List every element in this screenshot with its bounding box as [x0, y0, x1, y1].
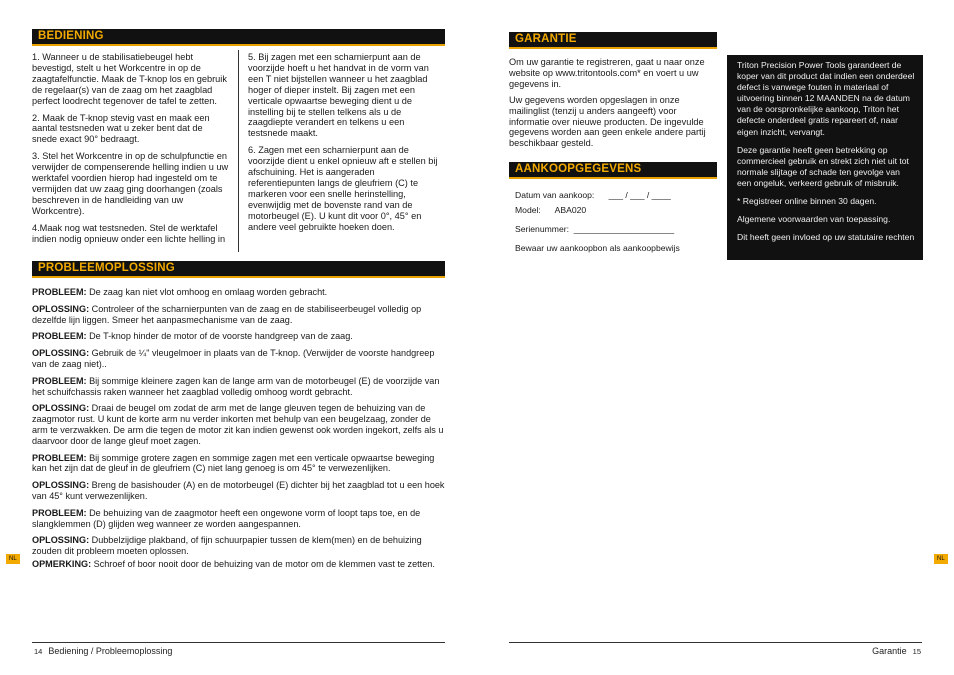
instruction-list	[248, 52, 444, 233]
troubleshooting-entry	[32, 480, 448, 502]
garantie-paragraph: Uw gegevens worden opgeslagen in onze mailinglist (tenzij u anders aangeeft) voor informatie over nieuwe producten. De ingevulde gegevens worden aan geen enkele andere partij beschikbaar gesteld.	[509, 94, 706, 149]
entry-text: Gebruik de ¼" vleugelmoer in plaats van de T-knop. (Verwijder de voorste handgreep van de zaag niet)..	[32, 348, 435, 369]
footer-rule	[32, 642, 445, 643]
section-title: PROBLEEMOPLOSSING	[38, 262, 175, 274]
troubleshooting-entry	[32, 403, 448, 446]
instruction-item: 5. Bij zagen met een scharnierpunt aan de voorzijde hoeft u het handvat in de vorm van een T niet bijstellen wanneer u het zaagblad hoger of dieper instelt. Bij zagen met een verticale opwaartse beweging dient u de instelling bij te stellen telkens als u de zaagdiepte verandert en telkens u een testsnede maakt.	[248, 52, 429, 139]
serial-field[interactable]: _____________________	[573, 224, 675, 234]
footer-rule	[509, 642, 922, 643]
section-header-aankoopgegevens	[509, 162, 717, 179]
entry-text: Draai de beugel om zodat de arm met de lange gleuven tegen de behuizing van de zaagmotor rust. U kunt de korte arm nu verder inkorten met behulp van een beugelzaag, zonder de arm te verzwakken. De arm die tegen de motor zit kan indien gewenst ook worden ingekort, zelfs als u daarvoor door de lange gleuf moet zagen.	[32, 403, 444, 446]
section-header-probleemoplossing	[32, 261, 445, 278]
receipt-note-text: Bewaar uw aankoopbon als aankoopbewijs	[515, 243, 680, 253]
model-row	[515, 205, 715, 216]
entry-text: Bij sommige grotere zagen en sommige zagen met een verticale opwaartse beweging kan het zijn dat de gleuf in de gleufriem (C) niet lang genoeg is om 45° te verwezenlijken.	[32, 452, 435, 474]
entry-text: Controleer of the scharnierpunten van de zaag en de stabiliseerbeugel volledig op dezelfde lijn liggen. Smeer het aanpasmechanisme van de zaag.	[32, 303, 422, 325]
entry-label: PROBLEEM:	[32, 331, 87, 342]
remark-text: Schroef of boor nooit door de behuizing van de motor om de klemmen vast te zetten.	[93, 559, 435, 569]
troubleshooting-entry	[32, 535, 448, 557]
model-label: Model:	[515, 205, 541, 215]
purchase-date-field[interactable]: ___ / ___ / ____	[608, 190, 671, 200]
receipt-note	[515, 243, 715, 254]
footer	[34, 646, 172, 657]
instruction-item: 3. Stel het Workcentre in op de schulpfunctie en verwijder de compenserende helling indien u uw werktafel voordien hierop had ingesteld om te vermijden dat uw zaag ging doorhangen (zoals beschreven in de handleiding van uw Workcentre).	[32, 151, 229, 216]
warranty-paragraph: Triton Precision Power Tools garandeert de koper van dit product dat indien een onderdeel defect is vanwege fouten in materiaal of uitvoering binnen 12 MAANDEN na de datum van de oorspronkelijke aankoop, Triton het defecte onderdeel gratis repareert of, naar eigen inzicht, vervangt.	[737, 60, 915, 137]
remark	[32, 559, 448, 570]
entry-label: PROBLEEM:	[32, 375, 87, 386]
entry-label: OPLOSSING:	[32, 480, 90, 491]
warranty-paragraph: Dit heeft geen invloed op uw statutaire rechten	[737, 232, 915, 243]
warranty-paragraph: Deze garantie heeft geen betrekking op commercieel gebruik en strekt zich niet uit tot normale slijtage of schade ten gevolge van een ongeluk, verkeerd gebruik of misbruik.	[737, 144, 909, 188]
entry-text: Dubbelzijdige plakband, of fijn schuurpapier tussen de klem(men) en de behuizing zouden dit probleem moeten oplossen.	[32, 535, 422, 557]
section-header-bediening	[32, 29, 445, 46]
entry-text: De T-knop hinder de motor of de voorste handgreep van de zaag.	[89, 331, 353, 342]
instruction-item: 4.Maak nog wat testsneden. Stel de werktafel indien nodig opnieuw onder een lichte helling in	[32, 222, 226, 244]
entry-label: OPLOSSING:	[32, 348, 90, 359]
page-number: 14	[34, 647, 43, 656]
bediening-column-1	[32, 52, 230, 251]
section-title: GARANTIE	[515, 33, 577, 45]
instruction-item: 6. Zagen met een scharnierpunt aan de voorzijde dient u enkel opnieuw aft e stellen bij afschuining. Het is aangeraden referentiepunten langs de gleufriem (C) te markeren voor een snelle herinstelling, evenwijdig met de bovenste rand van de motorbeugel (E). U kunt dit voor 0°, 45° en andere veel gebruikte hoeken doen.	[248, 145, 438, 232]
entry-label: OPLOSSING:	[32, 535, 90, 546]
purchase-details	[515, 190, 715, 262]
model-value: ABA020	[554, 205, 587, 215]
troubleshooting-entry	[32, 453, 448, 475]
footer-title: Bediening / Probleemoplossing	[48, 646, 173, 656]
warranty-terms-box	[727, 55, 923, 260]
entry-text: Breng de basishouder (A) en de motorbeugel (E) dichter bij het zaagblad tot u een hoek van 45° kunt verwezenlijken.	[32, 480, 445, 501]
entry-text: De zaag kan niet vlot omhoog en omlaag worden gebracht.	[89, 287, 328, 297]
troubleshooting-entry	[32, 331, 448, 342]
troubleshooting-entry	[32, 508, 448, 530]
entry-text: Bij sommige kleinere zagen kan de lange arm van de motorbeugel (E) de voorzijde van het schuifchassis raken wanneer het zaagblad volledig omhoog wordt gebracht.	[32, 375, 440, 397]
section-title: AANKOOPGEGEVENS	[515, 163, 642, 175]
footer	[509, 646, 921, 657]
garantie-text	[509, 57, 719, 154]
bediening-column-2	[248, 52, 444, 239]
entry-label: PROBLEEM:	[32, 452, 87, 463]
entry-text: De behuizing van de zaagmotor heeft een ongewone vorm of loopt taps toe, en de slangklemmen (D) glijden weg wanneer ze worden aangespannen.	[32, 507, 421, 529]
section-header-garantie	[509, 32, 717, 49]
entry-label: PROBLEEM:	[32, 287, 87, 297]
entry-label: OPLOSSING:	[32, 403, 90, 414]
entry-label: PROBLEEM:	[32, 507, 87, 518]
serial-row	[515, 224, 715, 235]
instruction-list	[32, 52, 230, 245]
troubleshooting-entry	[32, 376, 448, 398]
troubleshooting-entry	[32, 287, 448, 298]
serial-label: Serienummer:	[515, 224, 569, 234]
page-number: 15	[912, 647, 921, 656]
instruction-item: 2. Maak de T-knop stevig vast en maak een aantal testsneden wat u zeker bent dat de snede exact 90° bedraagt.	[32, 112, 210, 145]
section-title: BEDIENING	[38, 30, 104, 42]
column-divider	[238, 50, 239, 252]
language-tag: NL	[934, 554, 948, 564]
remark-label: OPMERKING:	[32, 559, 92, 569]
troubleshooting-entry	[32, 304, 448, 326]
entry-label: OPLOSSING:	[32, 303, 90, 314]
warranty-paragraph: * Registreer online binnen 30 dagen.	[737, 196, 877, 207]
purchase-date-label: Datum van aankoop:	[515, 190, 595, 200]
warranty-paragraph: Algemene voorwaarden van toepassing.	[737, 214, 891, 225]
footer-title: Garantie	[872, 646, 907, 656]
troubleshooting-list	[32, 287, 448, 563]
troubleshooting-entry	[32, 348, 448, 370]
purchase-date-row	[515, 190, 715, 201]
garantie-paragraph: Om uw garantie te registreren, gaat u naar onze website op www.tritontools.com* en voert u uw gegevens in.	[509, 57, 705, 89]
instruction-item: 1. Wanneer u de stabilisatiebeugel hebt bevestigd, stelt u het Workcentre in op de zaagtafelfunctie. Maak de T-knop los en gebruik de regelaar(s) van de zaag om het zaagblad perfect loodrecht tegenover de tafel te zetten.	[32, 52, 227, 106]
language-tag: NL	[6, 554, 20, 564]
